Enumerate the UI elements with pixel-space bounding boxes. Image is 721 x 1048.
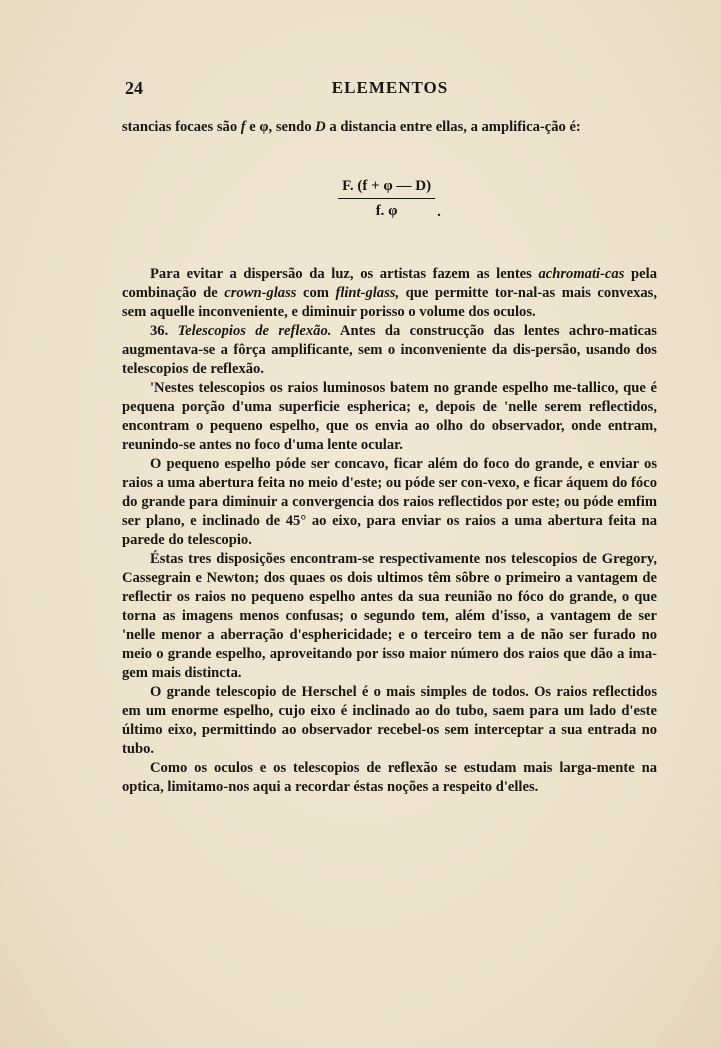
- paragraph-conclusion: Como os oculos e os telescopios de reflexão se estudam mais larga-mente na optica, limitamo-nos aqui a recordar éstas noções a respeito d'elles.: [122, 759, 657, 795]
- para1-text-b: pela combinação de: [122, 265, 658, 301]
- intro-text-3: a distancia entre ellas, a amplifica-ção é:: [325, 119, 581, 135]
- formula-numerator: F. (f + φ — D): [338, 175, 435, 199]
- section-number: 36.: [150, 322, 169, 339]
- running-head: ELEMENTOS: [331, 78, 449, 97]
- paragraph-section-36: [122, 322, 657, 379]
- para1-term-crown-glass: crown-glass: [224, 284, 297, 301]
- paragraph-herschel: O grande telescopio de Herschel é o mais simples de todos. Os raios reflectidos em um enorme espelho, cujo eixo é inclinado ao do tubo, saem para um lado d'este último eixo, permittindo ao observador recebel-os sem interceptar a sua entrada no tubo.: [122, 683, 657, 757]
- intro-text-2: e φ, sendo: [245, 119, 316, 135]
- section-36-text: Antes da construcção das lentes achro-maticas augmentava-se a fôrça amplificante, sem o inconveniente da dis-persão, usando dos telescopios de reflexão.: [122, 322, 657, 377]
- page-header: [125, 78, 655, 104]
- para1-term-flint-glass: flint-glass,: [335, 284, 400, 301]
- formula-fraction: [338, 175, 435, 222]
- paragraph-achromatic: [122, 265, 657, 322]
- para1-text-a: Para evitar a dispersão da luz, os artistas fazem as lentes: [150, 265, 539, 282]
- intro-symbol-d: D: [315, 119, 326, 135]
- amplification-formula: [122, 175, 657, 223]
- intro-symbol-f: f: [240, 119, 246, 135]
- section-title: Telescopios de reflexão.: [177, 322, 332, 339]
- formula-period: .: [437, 203, 441, 220]
- para1-term-achromaticas: achromati-cas: [538, 265, 625, 282]
- paragraph-mirrors: 'Nestes telescopios os raios luminosos batem no grande espelho me-tallico, que é pequena porção d'uma superficie espherica; e, depois de 'nelle serem reflectidos, encontram o pequeno espelho, que os envia ao olho do observador, onde entram, reunindo-se antes no foco d'uma lente ocular.: [122, 379, 657, 453]
- paragraph-small-mirror: O pequeno espelho póde ser concavo, ficar além do foco do grande, e enviar os raios a uma abertura feita no meio d'este; ou póde ser con-vexo, e ficar áquem do fóco do grande para diminuir a convergencia dos raios reflectidos por este; ou póde emfim ser plano, e inclinado de 45° ao eixo, para enviar os raios a uma abertura feita na parede do telescopio.: [122, 455, 657, 548]
- para1-text-d: que permitte tor-nal-as mais convexas, sem aquelle inconveniente, e diminuir porisso o volume dos oculos.: [122, 284, 658, 320]
- page-body: [122, 118, 657, 797]
- para1-text-c: com: [296, 284, 336, 301]
- intro-text-1: stancias focaes são: [122, 119, 241, 135]
- page-number: 24: [125, 78, 143, 98]
- formula-denominator: f. φ: [375, 203, 398, 219]
- paragraph-dispositions: Éstas tres disposições encontram-se respectivamente nos telescopios de Gregory, Cassegrain e Newton; dos quaes os dois ultimos têm sôbre o primeiro a vantagem de reflectir os raios no pequeno espelho antes da sua reunião no fóco do grande, o que torna as imagens menos confusas; o segundo tem, além d'isso, a vantagem de ser 'nelle menor a aberração d'esphericidade; e o terceiro tem a de não ser furado no meio o grande espelho, aproveitando por isso maior número dos raios que dão a ima-gem mais distincta.: [122, 550, 657, 681]
- intro-paragraph: [122, 118, 657, 137]
